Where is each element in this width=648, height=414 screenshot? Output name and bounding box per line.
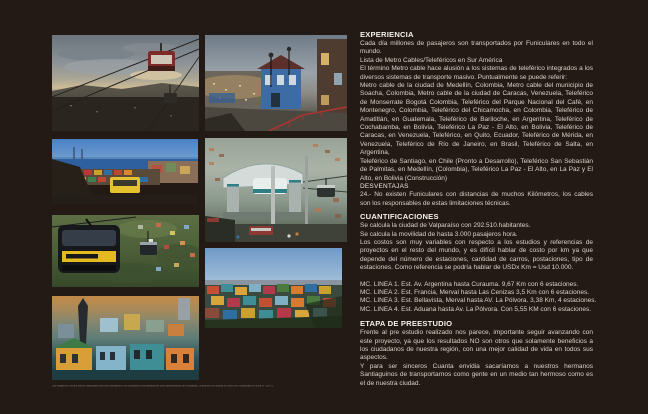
etapa-paragraph: Y para ser sinceros Cuanta envidia sacaríamos a nuestros hermanos Santiaguinos de transportarnos como gente en un medio tan hermoso como es el de nuestra ciudad. (360, 362, 593, 387)
photo-metrocable-sunset-city (52, 35, 199, 131)
desventajas-heading: DESVENTAJAS (360, 182, 409, 190)
desventajas-paragraph: 24.- No existen Funiculares con distancias de muchos Kilómetros, los cables son los responsables de estas limitaciones técnicas. (360, 191, 593, 207)
photo-port-containers-funicular (52, 139, 198, 204)
text-column (360, 30, 597, 388)
etapa-paragraph: Frente al pre estudio realizado nos parece, importante seguir avanzando con este proyecto, ya que los resultados NO son otros que solamente beneficios a los ciudadanos de nuestra región, con una mejor calidad de vida en todos sus aspectos. (360, 329, 593, 362)
photo-metrocable-cabin-hillside (52, 215, 199, 287)
section-experiencia (360, 30, 593, 208)
photo-valparaiso-house-dusk (205, 35, 347, 131)
mc-linea-item: MC. LINEA 2. Est. Francia, Merval hasta Las Cenizas 3,5 Km con 6 estaciones. (360, 288, 590, 296)
mc-linea-item: MC. LINEA 1. Est. Av. Argentina hasta Curauma. 9,67 Km con 6 estaciones. (360, 280, 579, 288)
experiencia-paragraph: Lista de Metro Cables/Teleféricos en Sur América (360, 56, 503, 64)
mc-linea-item: MC. LINEA 4. Est. Aduana hasta Av. La Pólvora. Con 5,55 KM con 6 estaciones. (360, 305, 592, 313)
experiencia-paragraph: El término Metro cable hace alusión a los sistemas de teleférico integrados a los diversos sistemas de transporte masivo. Puntualmente se puede referir: (360, 65, 593, 81)
experiencia-paragraph: Cada día millones de pasajeros son transportados por Funiculares en todo el mundo. (360, 40, 593, 56)
cuantificaciones-paragraph: Se calcula la ciudad de Valparaíso con 292.510.habitantes. (360, 222, 531, 230)
photo-metrocable-station (205, 138, 347, 242)
section-etapa-preestudio (360, 319, 593, 388)
photo-valparaiso-hillside-houses (205, 248, 342, 328)
experiencia-heading: EXPERIENCIA (360, 30, 414, 39)
cuantificaciones-paragraph: Se calcula la movilidad de hasta 3.000 pasajeros hora. (360, 230, 518, 238)
experiencia-paragraph: Teleférico de Santiago, en Chile (Pronto a Desarrollo), Teleférico San Sebastián de Palmitas, en Medellín, (Colombia), Teleférico La Paz - El Alto, en La Paz y El Alto, en Bolivia (Construcción) (360, 157, 593, 182)
experiencia-paragraph: Metro cable de la ciudad de Medellín, Colombia, Metro cable del municipio de Soacha, Colombia, Metro cable de la ciudad de Caracas, Venezuela, Teleférico de Monserrate Bogotá Colombia, Teleférico del Parque Nacional del Café, en Montenegro, Colombia, Teleférico del Chicamocha, en Colombia, Teleférico de Amatitlán, en Guatemala, Teleférico de Bariloche, en Argentina, Teleférico de Cochabamba, en Bolivia, Teleférico La Paz - El Alto, en Bolivia, Teleférico de Caracas, en Venezuela, Teleférico, en Quito, Ecuador, Teleférico de Mérida, en Venezuela, Teleférico de Río de Janeiro, en Brasil, Teleférico de Salta, en Argentina, (360, 82, 593, 157)
mc-linea-item: MC. LINEA 3. Est. Bellavista, Merval hasta AV. La Pólvora. 3,38 Km, 4 estaciones. (360, 297, 597, 305)
legal-disclaimer-caption: Las imágenes y textos fueron elaborados con fines ilustrativos y no constituyen necesariamente una representación de la realidad. Lo anterior se informa en virtud de lo dispuesto en la ley N° 19.472. (52, 385, 274, 388)
section-cuantificaciones (360, 212, 597, 314)
cuantificaciones-paragraph: Los costos son muy variables con respecto a los estudios y referencias de proyectos en el resto del mundo, y es difícil hablar de costo por km ya que depende del número de estaciones, cantidad de carros, postaciones, tipo de estaciones. Como referencia se podría hablar de USDx Km = Usd 10.000. (360, 238, 593, 272)
photo-valparaiso-colorful-buildings (52, 296, 199, 380)
cuantificaciones-heading: CUANTIFICACIONES (360, 212, 439, 222)
etapa-heading: ETAPA DE PREESTUDIO (360, 319, 453, 329)
mc-lineas-list (360, 280, 597, 315)
